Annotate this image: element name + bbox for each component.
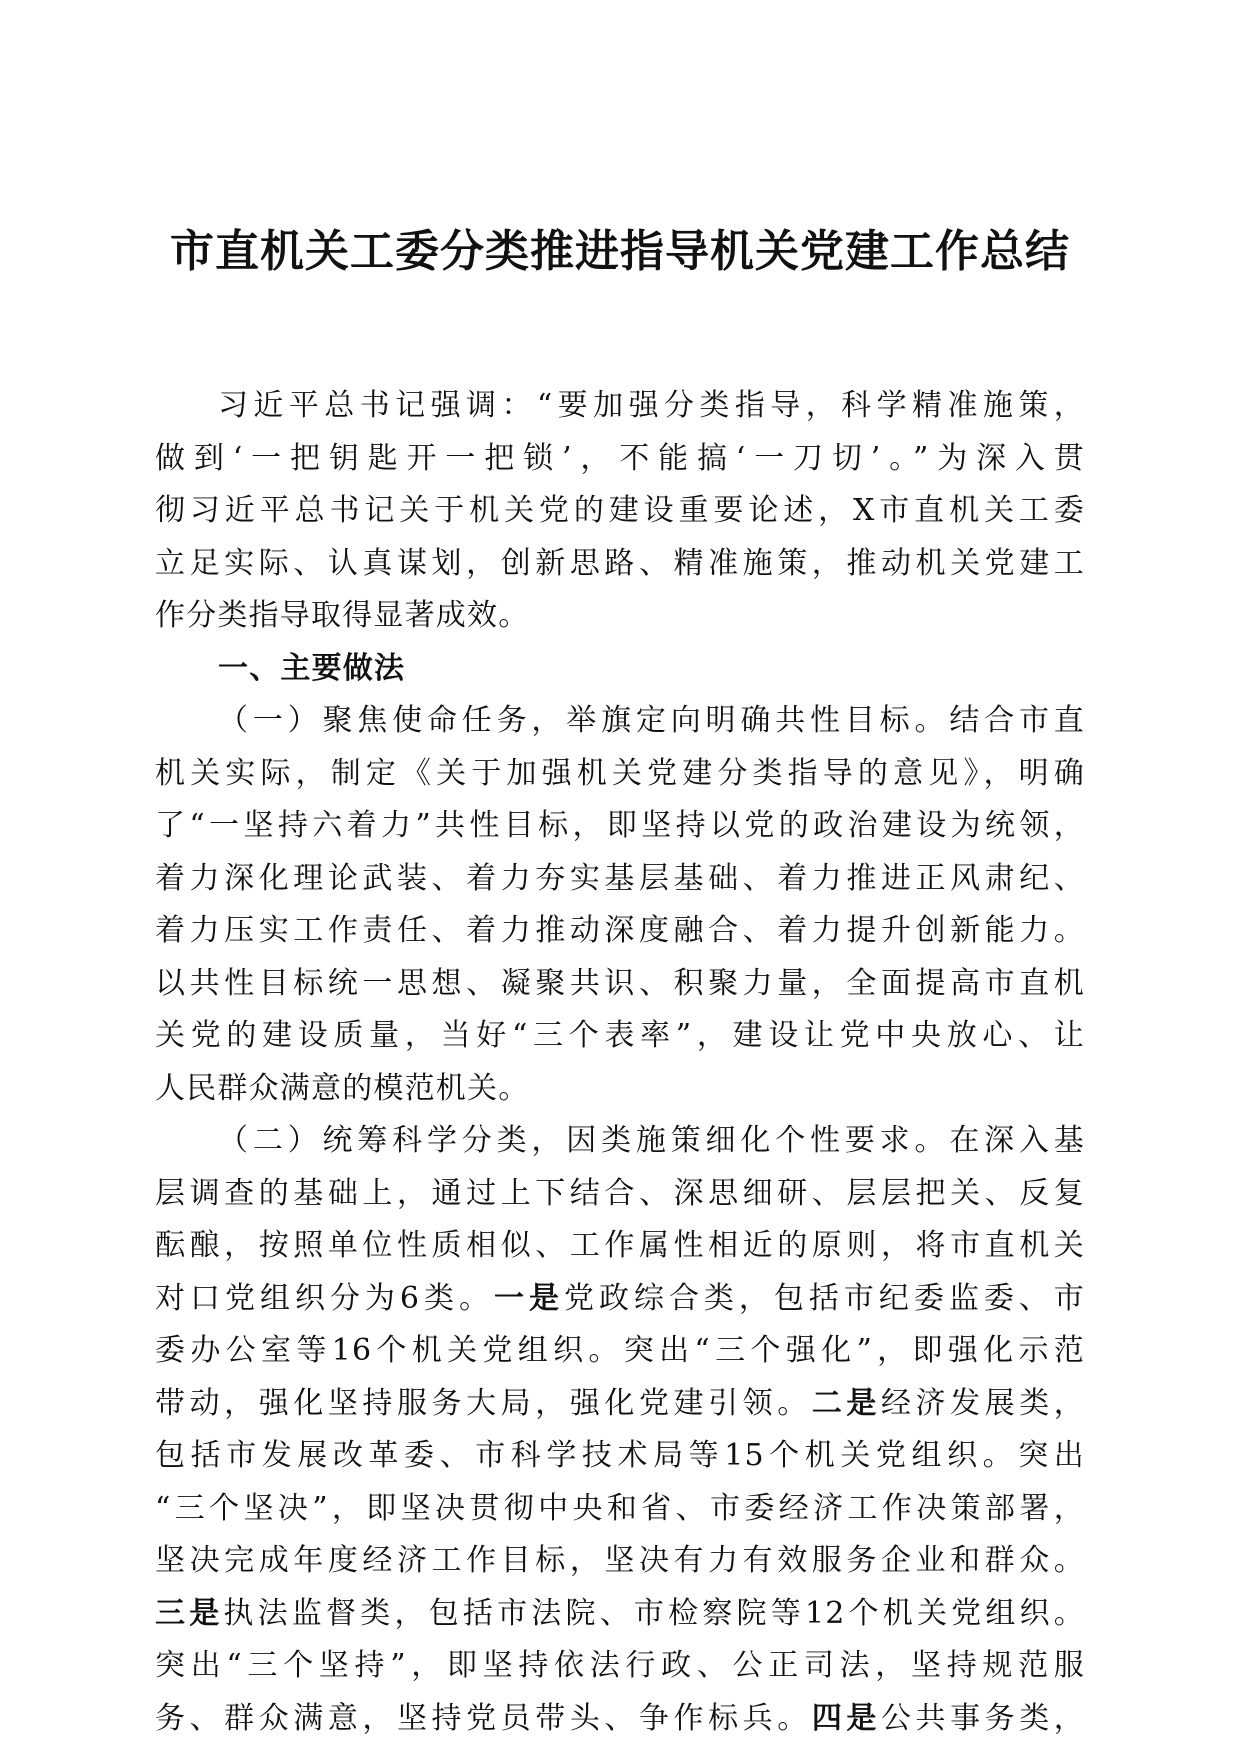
paragraph-line: [155, 433, 1085, 486]
paragraph-line: [155, 853, 1085, 906]
text-segment: 立足实际、认真谋划，创新思路、精准施策，推动机关党建工: [155, 545, 1085, 581]
paragraph-line: [155, 905, 1085, 958]
paragraph-line: [155, 1430, 1085, 1483]
text-segment: 酝酿，按照单位性质相似、工作属性相近的原则，将市直机关: [155, 1228, 1085, 1263]
text-segment: 委办公室等16个机关党组织。突出“三个强化”，即强化示范: [155, 1333, 1085, 1368]
paragraph-line: [155, 958, 1085, 1011]
text-segment: “三个坚决”，即坚决贯彻中央和省、市委经济工作决策部署，: [155, 1490, 1085, 1526]
paragraph-line: [155, 1693, 1085, 1746]
text-segment: 彻习近平总书记关于机关党的建设重要论述，X市直机关工委: [155, 493, 1085, 528]
paragraph-line: [155, 538, 1085, 591]
paragraph-line: [155, 1168, 1085, 1221]
text-segment: （二）统筹科学分类，因类施策细化个性要求。在深入基: [218, 1123, 1085, 1158]
paragraph-line: [155, 1220, 1085, 1273]
paragraph-line: [155, 380, 1085, 433]
text-segment: 突出“三个坚持”，即坚持依法行政、公正司法，坚持规范服: [155, 1648, 1085, 1683]
bold-marker: 三是: [155, 1595, 224, 1631]
text-segment: 对口党组织分为6类。: [155, 1280, 494, 1316]
paragraph-line: [155, 800, 1085, 853]
text-segment: 关党的建设质量，当好“三个表率”，建设让党中央放心、让: [155, 1018, 1085, 1053]
bold-marker: 一是: [493, 1280, 564, 1316]
paragraph-line: [155, 1588, 1085, 1641]
paragraph-line: [155, 1063, 1085, 1116]
section-heading: [155, 643, 1085, 696]
text-segment: 着力压实工作责任、着力推动深度融合、着力提升创新能力。: [155, 913, 1085, 948]
bold-marker: 二是: [811, 1385, 881, 1421]
text-segment: 人民群众满意的模范机关。: [155, 1070, 530, 1106]
text-segment: 以共性目标统一思想、凝聚共识、积聚力量，全面提高市直机: [155, 965, 1085, 1001]
text-segment: （一）聚焦使命任务，举旗定向明确共性目标。结合市直: [218, 703, 1085, 738]
document-title: 市直机关工委分类推进指导机关党建工作总结: [170, 226, 1070, 277]
bold-marker: 四是: [811, 1700, 881, 1736]
text-segment: 带动，强化坚持服务大局，强化党建引领。: [155, 1385, 812, 1421]
paragraph-line: [155, 1640, 1085, 1693]
paragraph-line: [155, 1115, 1085, 1168]
paragraph-line: [155, 1535, 1085, 1588]
text-segment: 执法监督类，包括市法院、市检察院等12个机关党组织。: [223, 1595, 1085, 1631]
text-segment: 经济发展类，: [880, 1385, 1085, 1421]
text-segment: 坚决完成年度经济工作目标，坚决有力有效服务企业和群众。: [155, 1543, 1085, 1578]
document-body: [155, 380, 1085, 1745]
paragraph-line: [155, 1273, 1085, 1326]
paragraph-line: [155, 1378, 1085, 1431]
paragraph-line: [155, 1483, 1085, 1536]
text-segment: 务、群众满意，坚持党员带头、争作标兵。: [155, 1700, 812, 1736]
text-segment: 了“一坚持六着力”共性目标，即坚持以党的政治建设为统领，: [155, 808, 1085, 843]
paragraph-line: [155, 748, 1085, 801]
paragraph-line: [155, 1325, 1085, 1378]
paragraph-line: [155, 590, 1085, 643]
heading-text: 一、主要做法: [218, 650, 406, 686]
paragraph-line: [155, 695, 1085, 748]
text-segment: 习近平总书记强调：“要加强分类指导，科学精准施策，: [218, 388, 1085, 423]
text-segment: 着力深化理论武装、着力夯实基层基础、着力推进正风肃纪、: [155, 860, 1085, 896]
paragraph-line: [155, 485, 1085, 538]
text-segment: 做到‘一把钥匙开一把锁’，不能搞‘一刀切’。”为深入贯: [155, 440, 1085, 476]
text-segment: 机关实际，制定《关于加强机关党建分类指导的意见》，明确: [155, 755, 1085, 791]
text-segment: 党政综合类，包括市纪委监委、市: [563, 1280, 1086, 1316]
paragraph-line: [155, 1010, 1085, 1063]
text-segment: 层调查的基础上，通过上下结合、深思细研、层层把关、反复: [155, 1175, 1085, 1211]
text-segment: 公共事务类，: [880, 1700, 1085, 1736]
text-segment: 包括市发展改革委、市科学技术局等15个机关党组织。突出: [155, 1438, 1085, 1473]
text-segment: 作分类指导取得显著成效。: [155, 598, 530, 633]
